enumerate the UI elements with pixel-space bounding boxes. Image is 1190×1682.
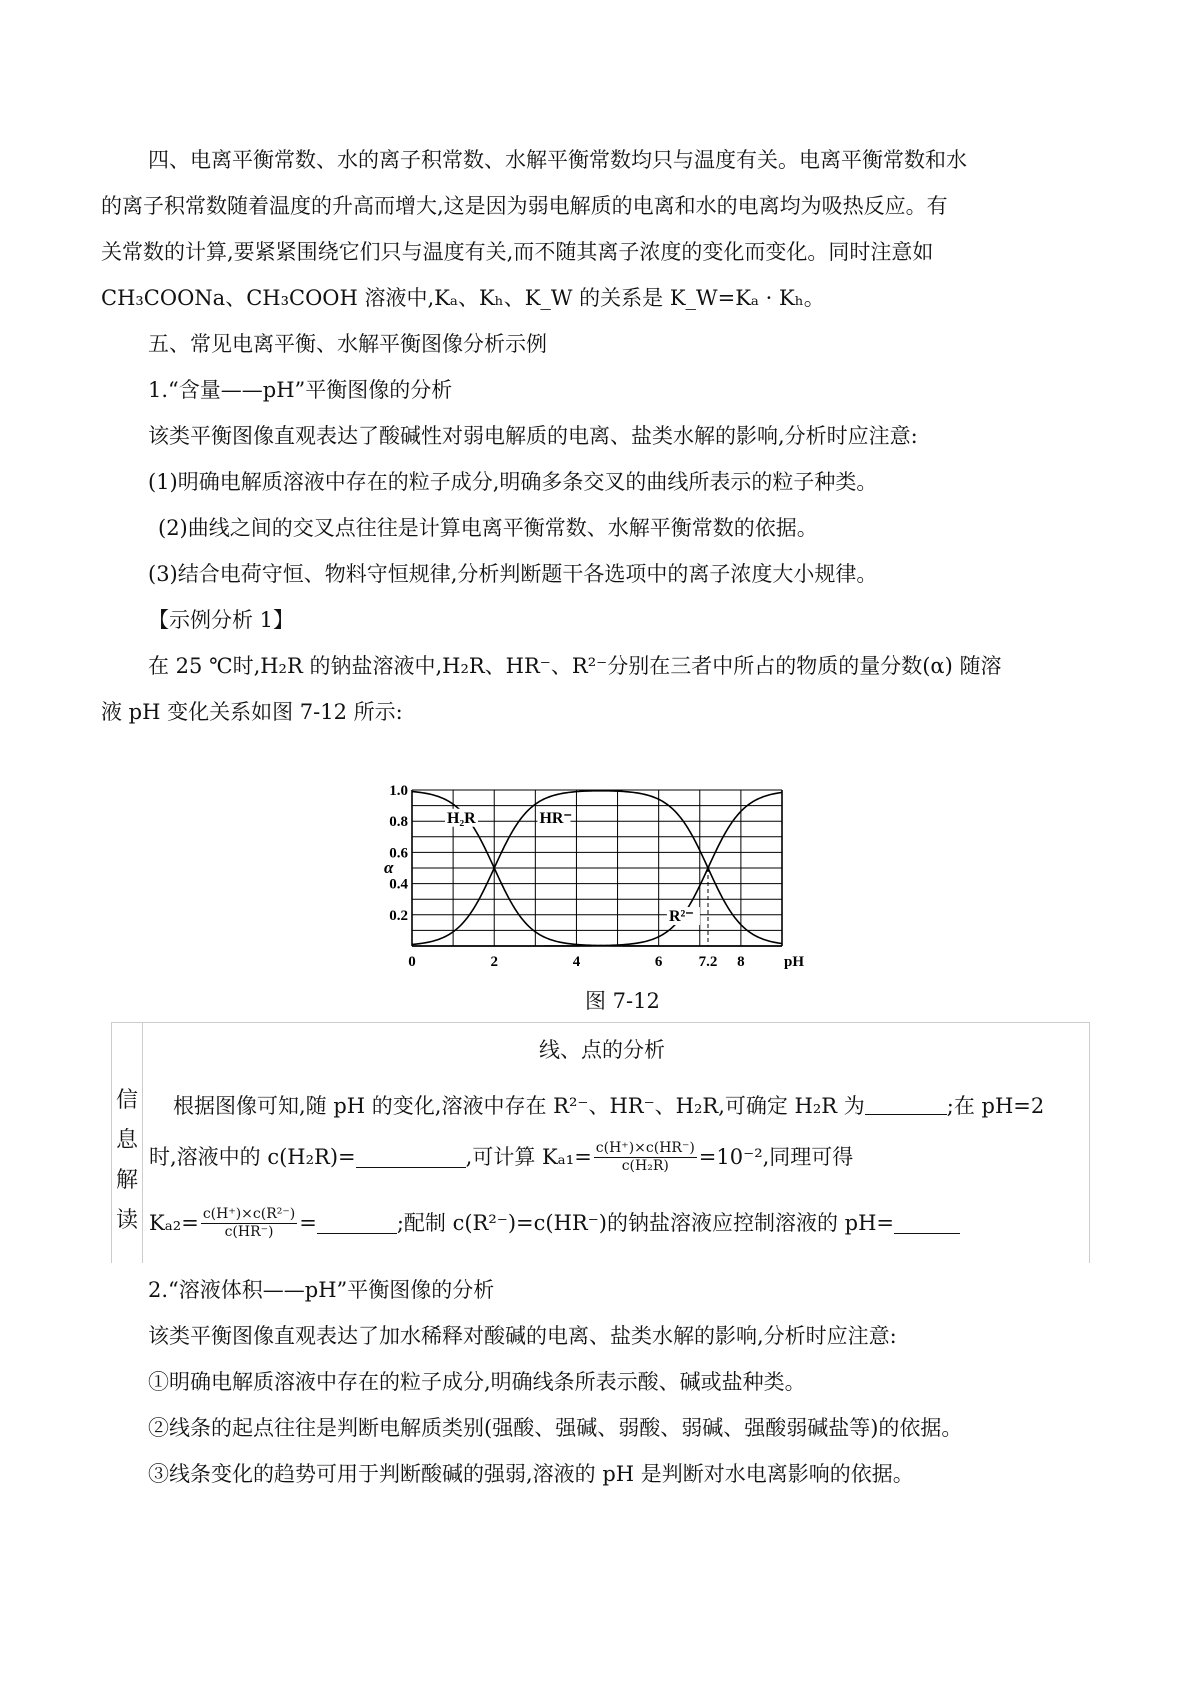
info-box-heading: 线、点的分析 bbox=[539, 1038, 665, 1062]
answer-blank[interactable] bbox=[894, 1213, 960, 1234]
ka2-label: Kₐ₂= bbox=[149, 1211, 199, 1235]
series-annotation: R²⁻ bbox=[668, 908, 694, 926]
sub2-intro: 该类平衡图像直观表达了加水稀释对酸碱的电离、盐类水解的影响,分析时应注意: bbox=[148, 1324, 897, 1348]
x-tick-label: 8 bbox=[737, 954, 745, 970]
info-line1-text: 根据图像可知,随 pH 的变化,溶液中存在 R²⁻、HR⁻、H₂R,可确定 H₂R 为 bbox=[173, 1094, 865, 1118]
sub2-point1: ①明确电解质溶液中存在的粒子成分,明确线条所表示酸、碱或盐种类。 bbox=[148, 1370, 806, 1394]
x-tick-label: 0 bbox=[408, 954, 416, 970]
ka1-fraction bbox=[594, 1140, 697, 1175]
side-char: 解 bbox=[115, 1168, 138, 1193]
info-line2 bbox=[149, 1135, 853, 1179]
side-char: 息 bbox=[115, 1128, 138, 1153]
x-tick-label: 6 bbox=[654, 954, 663, 970]
y-tick-label: 0.8 bbox=[389, 814, 408, 831]
info-line2-text: 时,溶液中的 c(H₂R)= bbox=[149, 1145, 356, 1169]
answer-blank[interactable] bbox=[865, 1094, 947, 1115]
sub1-title: 1.“含量——pH”平衡图像的分析 bbox=[148, 378, 453, 402]
example-label: 【示例分析 1】 bbox=[148, 608, 295, 632]
para4-line1: 四、电离平衡常数、水的离子积常数、水解平衡常数均只与温度有关。电离平衡常数和水 bbox=[148, 148, 967, 172]
x-tick-label: 2 bbox=[490, 954, 498, 970]
para4-line4: CH₃COONa、CH₃COOH 溶液中,Kₐ、Kₕ、K_W 的关系是 K_W=Kₐ · Kₕ。 bbox=[101, 286, 825, 310]
ka2-equals: = bbox=[299, 1211, 317, 1235]
y-tick-label: 0.6 bbox=[389, 845, 408, 862]
series-annotation: HR⁻ bbox=[539, 809, 572, 827]
example-line2: 液 pH 变化关系如图 7-12 所示: bbox=[101, 700, 403, 724]
x-tick-label: 7.2 bbox=[698, 954, 718, 970]
y-tick-label: 1.0 bbox=[389, 783, 408, 799]
sub1-point2: (2)曲线之间的交叉点往往是计算电离平衡常数、水解平衡常数的依据。 bbox=[158, 516, 818, 540]
para4-line2: 的离子积常数随着温度的升高而增大,这是因为弱电解质的电离和水的电离均为吸热反应。有 bbox=[101, 194, 948, 218]
info-box bbox=[111, 1022, 1090, 1263]
sub2-point3: ③线条变化的趋势可用于判断酸碱的强弱,溶液的 pH 是判断对水电离影响的依据。 bbox=[148, 1462, 914, 1486]
sub2-title: 2.“溶液体积——pH”平衡图像的分析 bbox=[148, 1278, 495, 1302]
y-tick-label: 0.2 bbox=[389, 907, 408, 924]
answer-blank[interactable] bbox=[317, 1213, 397, 1234]
ka1-denominator: c(H₂R) bbox=[621, 1157, 669, 1174]
sub2-point2: ②线条的起点往往是判断电解质类别(强酸、强碱、弱酸、弱碱、强酸弱碱盐等)的依据。 bbox=[148, 1416, 963, 1440]
series-annotation: H₂R bbox=[446, 809, 476, 827]
section5-heading: 五、常见电离平衡、水解平衡图像分析示例 bbox=[148, 332, 547, 356]
ka2-fraction bbox=[201, 1206, 297, 1241]
info-line3 bbox=[149, 1199, 960, 1247]
x-axis-label: pH bbox=[784, 954, 805, 970]
sub1-intro: 该类平衡图像直观表达了酸碱性对弱电解质的电离、盐类水解的影响,分析时应注意: bbox=[148, 424, 918, 448]
side-char: 读 bbox=[115, 1208, 138, 1233]
para4-line3: 关常数的计算,要紧紧围绕它们只与温度有关,而不随其离子浓度的变化而变化。同时注意如 bbox=[101, 240, 934, 264]
ka2-denominator: c(HR⁻) bbox=[224, 1223, 274, 1240]
figure-caption: 图 7-12 bbox=[585, 989, 660, 1013]
ka2-numerator: c(H⁺)×c(R²⁻) bbox=[202, 1205, 296, 1222]
info-line2-mid: ,可计算 Kₐ₁= bbox=[465, 1145, 592, 1169]
sub1-point3: (3)结合电荷守恒、物料守恒规律,分析判断题干各选项中的离子浓度大小规律。 bbox=[148, 562, 878, 586]
x-tick-label: 4 bbox=[572, 954, 581, 970]
side-char: 信 bbox=[115, 1088, 138, 1113]
y-axis-label: α bbox=[384, 858, 394, 877]
info-line3-text: ;配制 c(R²⁻)=c(HR⁻)的钠盐溶液应控制溶液的 pH= bbox=[396, 1211, 895, 1235]
info-box-side bbox=[111, 1023, 143, 1263]
alpha-ph-chart bbox=[384, 770, 852, 970]
info-line2-tail: =10⁻²,同理可得 bbox=[698, 1145, 854, 1169]
y-tick-label: 0.4 bbox=[389, 876, 408, 893]
example-line1: 在 25 ℃时,H₂R 的钠盐溶液中,H₂R、HR⁻、R²⁻分别在三者中所占的物质的量分数(α) 随溶 bbox=[148, 654, 1002, 678]
ka1-numerator: c(H⁺)×c(HR⁻) bbox=[595, 1139, 695, 1156]
info-line1 bbox=[173, 1091, 1044, 1121]
sub1-point1: (1)明确电解质溶液中存在的粒子成分,明确多条交叉的曲线所表示的粒子种类。 bbox=[148, 470, 878, 494]
answer-blank[interactable] bbox=[356, 1147, 466, 1168]
info-line1-tail: ;在 pH=2 bbox=[946, 1094, 1045, 1118]
